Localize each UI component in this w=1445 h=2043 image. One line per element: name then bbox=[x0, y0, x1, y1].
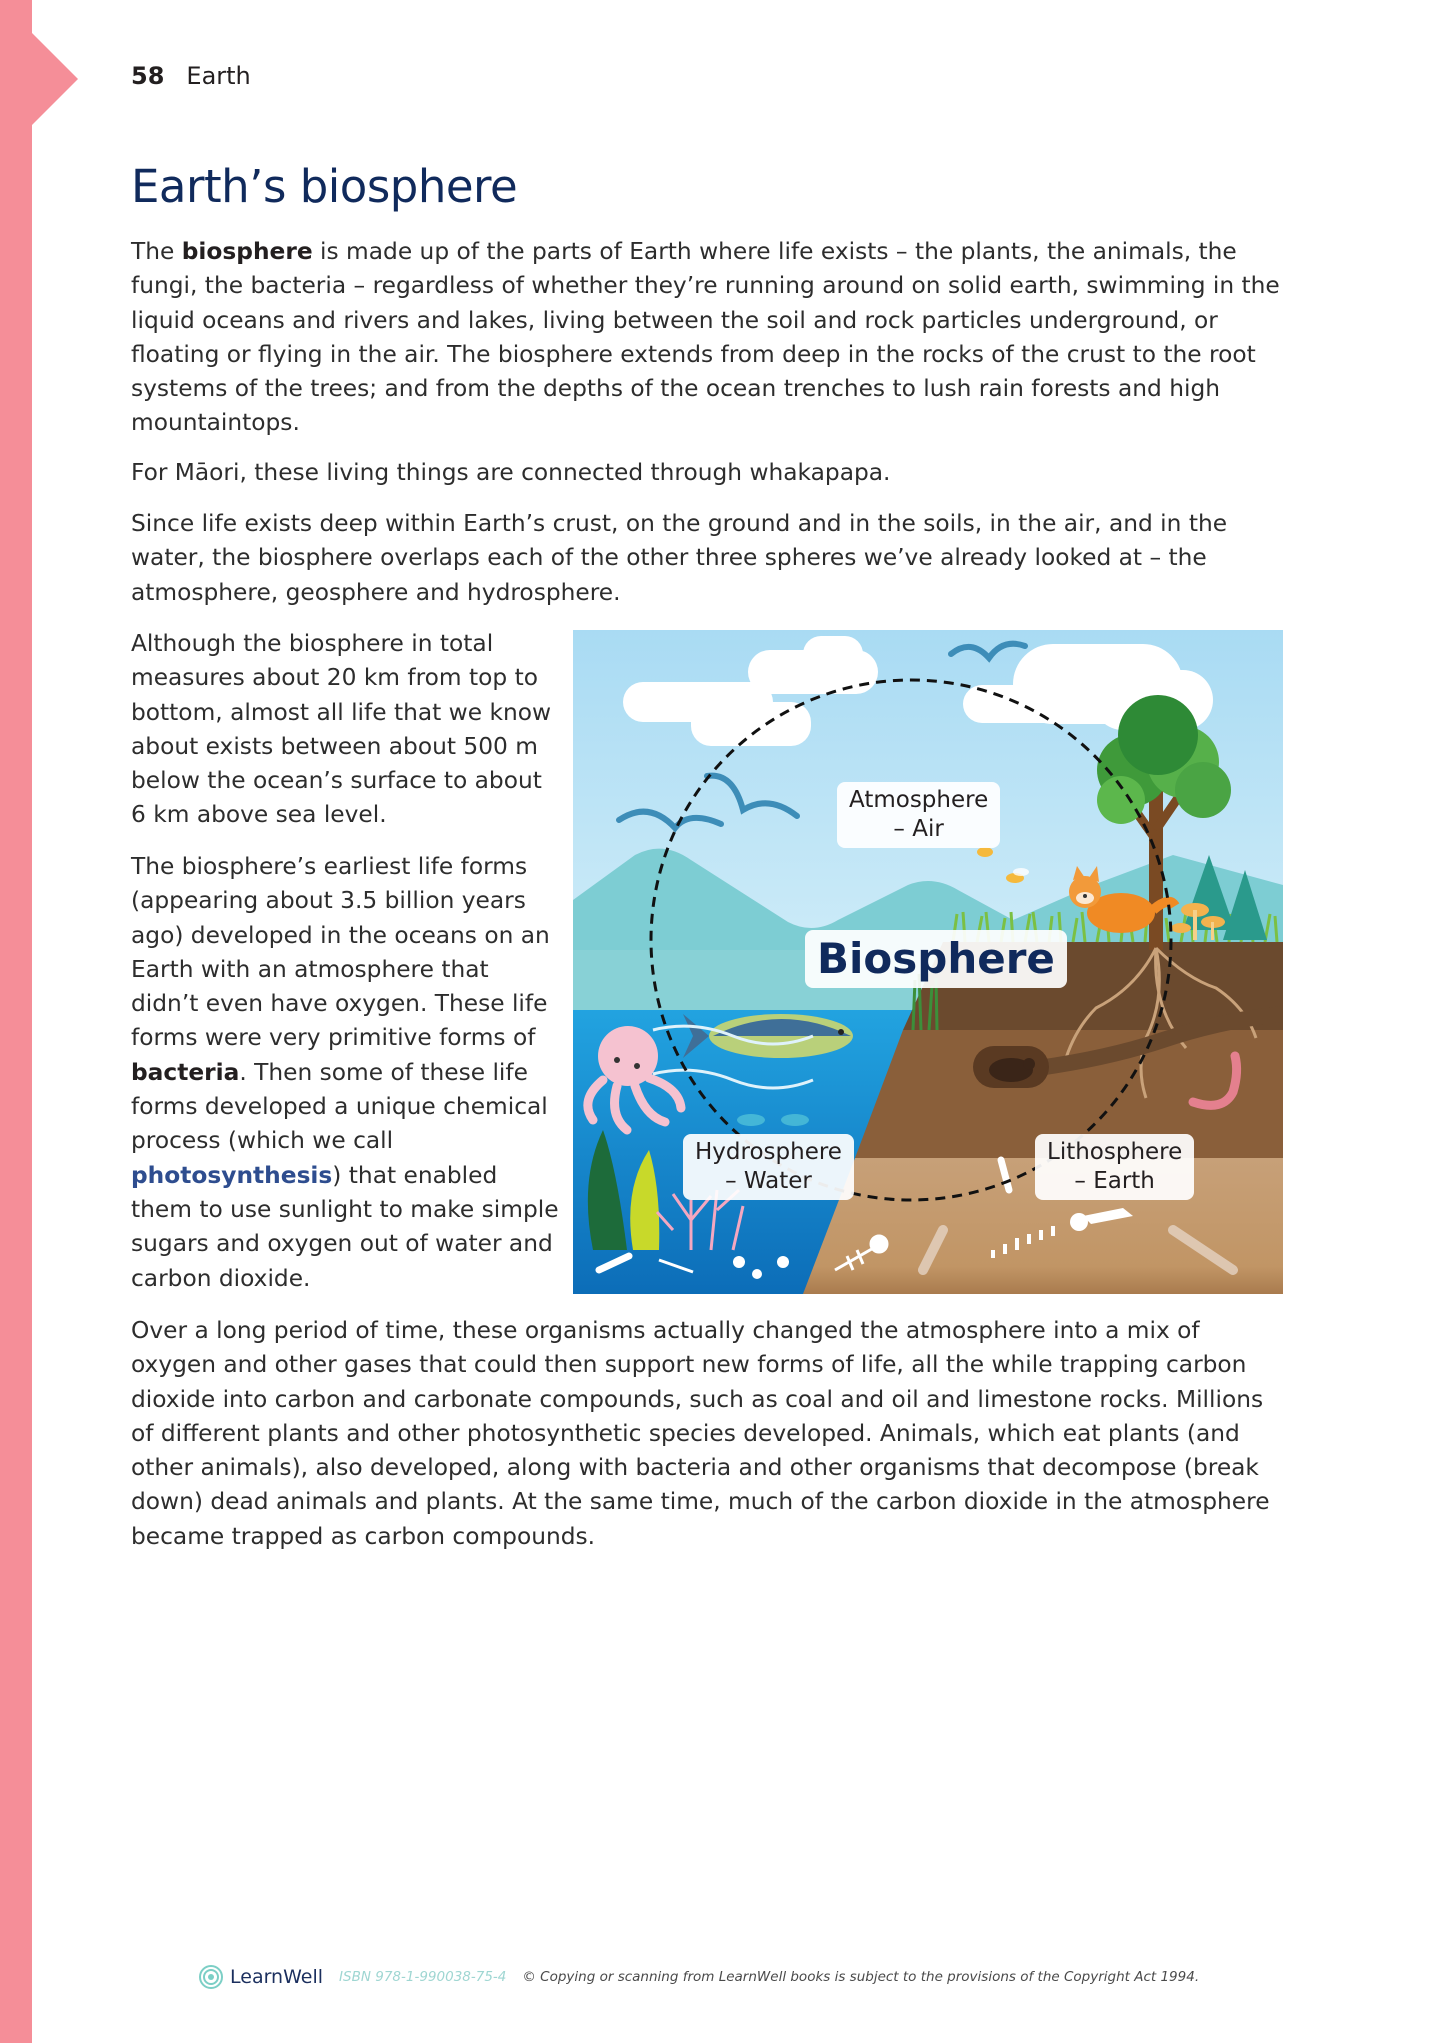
brand-name: LearnWell bbox=[230, 1966, 324, 1988]
term-biosphere: biosphere bbox=[181, 238, 313, 265]
label-line: Hydrosphere bbox=[695, 1139, 842, 1165]
page-footer bbox=[198, 1963, 1199, 1991]
term-photosynthesis: photosynthesis bbox=[131, 1161, 333, 1189]
spiral-logo-icon bbox=[198, 1964, 224, 1990]
isbn: ISBN 978-1-990038-75-4 bbox=[339, 1969, 507, 1985]
paragraph-early-life bbox=[131, 850, 561, 1296]
paragraph-intro bbox=[131, 235, 1291, 441]
text: . Then some of these life forms developed a unique chemical process (which we call bbox=[131, 1058, 548, 1155]
label-line: Atmosphere bbox=[849, 787, 989, 813]
paragraph-oxygen-change: Over a long period of time, these organisms actually changed the atmosphere into a mix of oxygen and other gases that could then support new forms of life, all the while trapping carbon dioxide into carbon and carbonate compounds, such as coal and oil and limestone rocks. Millions of different plants and other photosynthetic species developed. Animals, which eat plants (and other animals), also developed, along with bacteria and other organisms that decompose (break down) dead animals and plants. At the same time, much of the carbon dioxide in the atmosphere became trapped as carbon compounds. bbox=[131, 1317, 1270, 1550]
text: The bbox=[131, 238, 182, 265]
term-bacteria: bacteria bbox=[131, 1058, 240, 1086]
biosphere-label: Biosphere bbox=[805, 930, 1067, 988]
label-line: – Earth bbox=[1074, 1168, 1155, 1194]
paragraph-maori: For Māori, these living things are connected through whakapapa. bbox=[131, 459, 891, 486]
page-tab-chevron bbox=[32, 33, 78, 125]
text: The biosphere’s earliest life forms (appearing about 3.5 billion years ago) developed in the oceans on an Earth with an atmosphere that didn’t even have oxygen. These life forms were very primitive forms of bbox=[131, 853, 550, 1052]
page-number: 58 bbox=[131, 62, 165, 90]
text: is made up of the parts of Earth where life exists – the plants, the animals, the fungi, the bacteria – regardless of whether they’re running around on solid earth, swimming in the liquid oceans and rivers and lakes, living between the soil and rock particles underground, or floating or flying in the air. The biosphere extends from deep in the rocks of the crust to the root systems of the trees; and from the depths of the ocean trenches to lush rain forests and high mountaintops. bbox=[131, 238, 1280, 437]
hydrosphere-label bbox=[683, 1134, 854, 1200]
atmosphere-label bbox=[837, 782, 1000, 848]
running-head bbox=[131, 62, 251, 90]
label-line: – Air bbox=[893, 816, 944, 842]
biosphere-diagram bbox=[573, 630, 1283, 1294]
paragraph-extent: Although the biosphere in total measures about 20 km from top to bottom, almost all life that we know about exists between about 500 m below the ocean’s surface to about 6 km above sea level. bbox=[131, 630, 552, 829]
page-title: Earth’s biosphere bbox=[131, 160, 518, 213]
label-line: Lithosphere bbox=[1047, 1139, 1183, 1165]
text: ) that enabled them to use sunlight to make simple sugars and oxygen out of water and carbon dioxide. bbox=[131, 1161, 559, 1292]
copyright-notice: © Copying or scanning from LearnWell books is subject to the provisions of the Copyright Act 1994. bbox=[522, 1969, 1200, 1985]
section-name: Earth bbox=[186, 62, 251, 90]
learnwell-logo bbox=[198, 1964, 323, 1990]
label-line: – Water bbox=[725, 1168, 812, 1194]
page-edge-bar bbox=[0, 0, 32, 2043]
paragraph-overlap: Since life exists deep within Earth’s crust, on the ground and in the soils, in the air, and in the water, the biosphere overlaps each of the other three spheres we’ve already looked at – the atmosphere, geosphere and hydrosphere. bbox=[131, 510, 1228, 606]
lithosphere-label bbox=[1035, 1134, 1194, 1200]
